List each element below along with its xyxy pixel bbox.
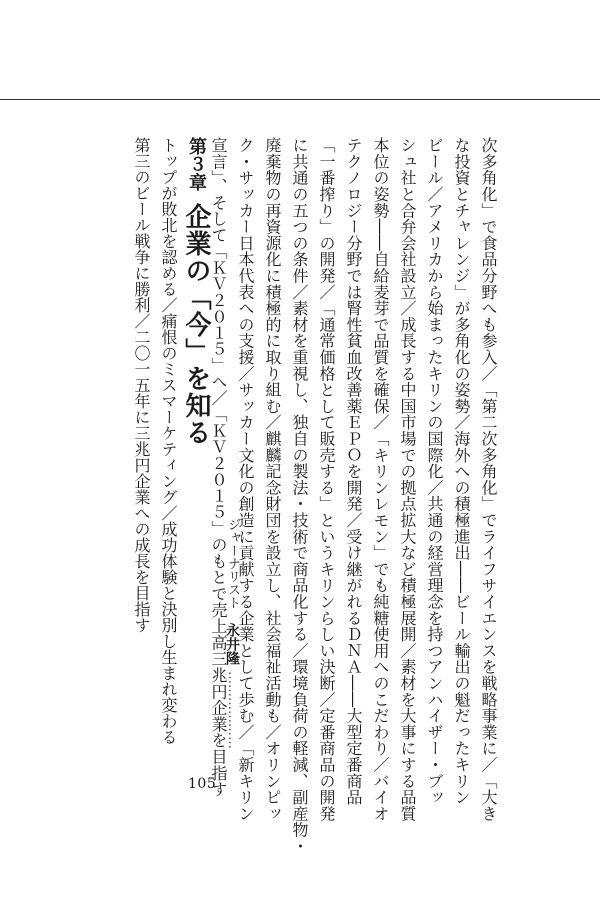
toc-body-line-6: テクノロジー分野では腎性貧血改善薬ＥＰＯを開発／受け継がれるＤＮＡ――大型定番商品 [344, 137, 363, 806]
header-rule [0, 99, 600, 100]
leader-dots: ……………… [225, 671, 240, 749]
chapter-heading [183, 137, 209, 446]
chapter-sub-line-1: トップが敗北を認める／痛恨のミスマーケティング／成功体験と決別し生まれ変わる [159, 137, 178, 745]
toc-body-line-5: 本位の姿勢――自給麦芽で品質を確保／「キリンレモン」でも純糖使用へのこだわり／バイオ [371, 137, 390, 822]
toc-body-line-11: 宣言」、そして「ＫＶ２０１５」へ／「ＫＶ２０１５」のもとで売上高三兆円企業を目指す [209, 137, 228, 798]
author-credit [225, 518, 239, 749]
toc-body-line-8: に共通の五つの条件／素材を重視し、独自の製法・技術で商品化する／環境負荷の軽減、副産物・ [290, 137, 309, 855]
toc-body-line-3: ビール／アメリカから始まったキリンの国際化／共通の経営理念を持つアンハイザー・ブッ [425, 137, 444, 806]
toc-body-line-4: シュ社と合弁会社設立／成長する中国市場での拠点拡大など積極展開／素材を大事にする品質 [398, 137, 417, 822]
toc-body-line-2: な投資とチャレンジ」が多角化の姿勢／海外への積極進出――ビール輸出の魁だったキリン [452, 137, 471, 806]
chapter-title: 企業の「今」を知る [181, 203, 211, 446]
author-role: ジャーナリスト [225, 518, 240, 609]
chapter-number: 第３章 [186, 137, 207, 191]
chapter-sub-line-2: 第三のビール戦争に勝利／二〇一五年に三兆円企業への成長を目指す [132, 137, 151, 633]
toc-body-line-9: 廃棄物の再資源化に積極的に取り組む／麒麟記念財団を設立し、社会福祉活動も／オリンピッ [263, 137, 282, 822]
toc-body-line-1: 次多角化」で食品分野へも参入／「第二次多角化」でライフサイエンスを戦略事業に／「大き [479, 137, 498, 822]
toc-body-line-10: ク・サッカー日本代表への支援／サッカー文化の創造に貢献する企業として歩む／「新キリン [236, 137, 255, 822]
author-name: 永井隆 [224, 623, 240, 665]
page-number: 105 [188, 776, 217, 792]
toc-body-line-7: 「一番搾り」の開発／「通常価格として販売する」というキリンらしい決断／定番商品の開発 [317, 137, 336, 822]
